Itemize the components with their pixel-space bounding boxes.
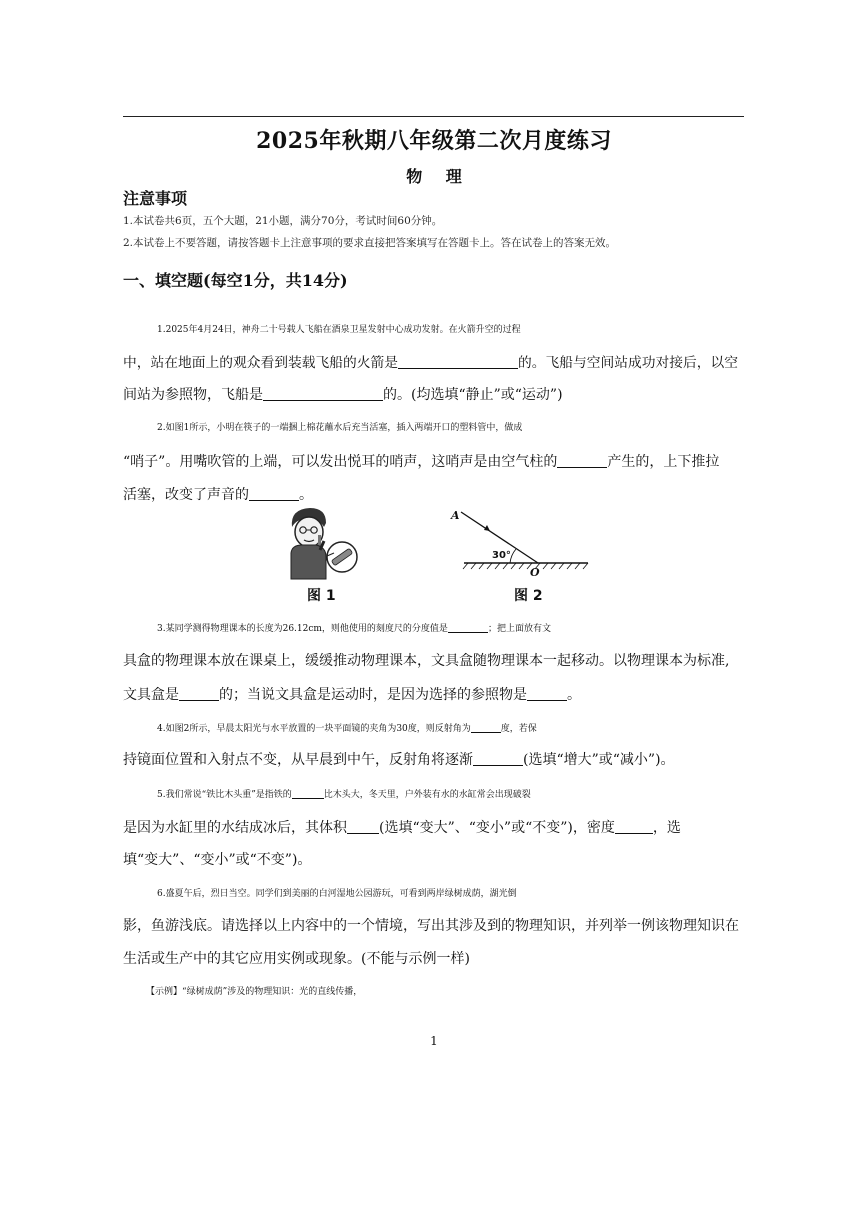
q2-line-3: 活塞，改变了声音的 。: [123, 487, 313, 503]
q5-line-3: 填“变大”、“变小”或“不变”)。: [123, 852, 312, 868]
exam-title: 2025年秋期八年级第二次月度练习: [256, 128, 612, 154]
q5-line-1: 5.我们常说“铁比木头重”是指铁的 比木头大，冬天里，户外装有水的水缸常会出现破裂: [157, 784, 779, 805]
q1-line-3: 间站为参照物，飞船是 的。(均选填“静止”或“运动”): [123, 387, 563, 403]
q4-line-1: 4.如图2所示，早晨太阳光与水平放置的一块平面镜的夹角为30度，则反射角为 度，若保: [157, 718, 779, 739]
figure-2-reflection-diagram: [446, 506, 596, 578]
answer-blank[interactable]: [471, 718, 501, 733]
answer-blank[interactable]: [347, 819, 379, 834]
q4-line-2: 持镜面位置和入射点不变，从早晨到中午，反射角将逐渐 (选填“增大”或“减小”)。: [123, 752, 675, 768]
q3-line-2: 具盒的物理课本放在课桌上，缓缓推动物理课本，文具盒随物理课本一起移动。以物理课本为标准,: [123, 653, 730, 669]
notice-item-1: 1.本试卷共6页，五个大题，21小题，满分70分，考试时间60分钟。: [123, 215, 443, 227]
answer-blank[interactable]: [473, 751, 523, 766]
q3-line-3: 文具盒是 的；当说文具盒是运动时，是因为选择的参照物是 。: [123, 687, 581, 703]
q2-line-1: 2.如图1所示，小明在筷子的一端捆上棉花蘸水后充当活塞，插入两端开口的塑料管中，做成: [157, 423, 523, 433]
q6-line-1: 6.盛夏午后，烈日当空。同学们到美丽的白河湿地公园游玩，可看到两岸绿树成荫，湖光倒: [157, 889, 517, 899]
q3-line-1: 3.某同学测得物理课本的长度为26.12cm，则他使用的刻度尺的分度值是 ；把上面放有文: [157, 618, 779, 639]
section-1-heading: 一、填空题(每空1分，共14分): [123, 271, 348, 290]
answer-blank[interactable]: [557, 453, 607, 468]
figure-1-caption: 图 1: [307, 588, 336, 604]
answer-blank[interactable]: [615, 819, 653, 834]
q5-line-2: 是因为水缸里的水结成冰后，其体积 (选填“变大”、“变小”或“不变”)，密度 ，选: [123, 820, 681, 836]
subject-label: 物 理: [406, 167, 462, 186]
figure-2-point-a: A: [451, 509, 460, 522]
answer-blank[interactable]: [398, 354, 518, 369]
figure-2-angle-label: 30°: [492, 550, 511, 561]
answer-blank[interactable]: [448, 618, 488, 633]
figure-2-point-o: O: [530, 566, 540, 578]
answer-blank[interactable]: [249, 486, 299, 501]
q1-line-2: 中，站在地面上的观众看到装载飞船的火箭是 的。飞船与空间站成功对接后，以空: [123, 355, 739, 371]
page-number: 1: [430, 1034, 438, 1048]
q1-line-1: 1.2025年4月24日，神舟二十号载人飞船在酒泉卫星发射中心成功发射。在火箭升空的过程: [157, 325, 521, 335]
answer-blank[interactable]: [527, 686, 567, 701]
figure-1-boy-whistle-illustration: [282, 505, 364, 581]
q6-example: 【示例】“绿树成荫”涉及的物理知识：光的直线传播，: [146, 987, 363, 997]
answer-blank[interactable]: [292, 784, 324, 799]
figure-2-caption: 图 2: [514, 588, 543, 604]
answer-blank[interactable]: [179, 686, 219, 701]
q2-line-2: “哨子”。用嘴吹管的上端，可以发出悦耳的哨声，这哨声是由空气柱的 产生的，上下推拉: [123, 454, 720, 470]
notice-heading: 注意事项: [123, 189, 188, 208]
notice-item-2: 2.本试卷上不要答题，请按答题卡上注意事项的要求直接把答案填写在答题卡上。答在试卷上的答案无效。: [123, 237, 617, 249]
header-rule: [123, 116, 744, 117]
q6-line-2: 影，鱼游浅底。请选择以上内容中的一个情境，写出其涉及到的物理知识，并列举一例该物理知识在: [123, 918, 739, 934]
answer-blank[interactable]: [263, 386, 383, 401]
q6-line-3: 生活或生产中的其它应用实例或现象。(不能与示例一样): [123, 951, 470, 967]
